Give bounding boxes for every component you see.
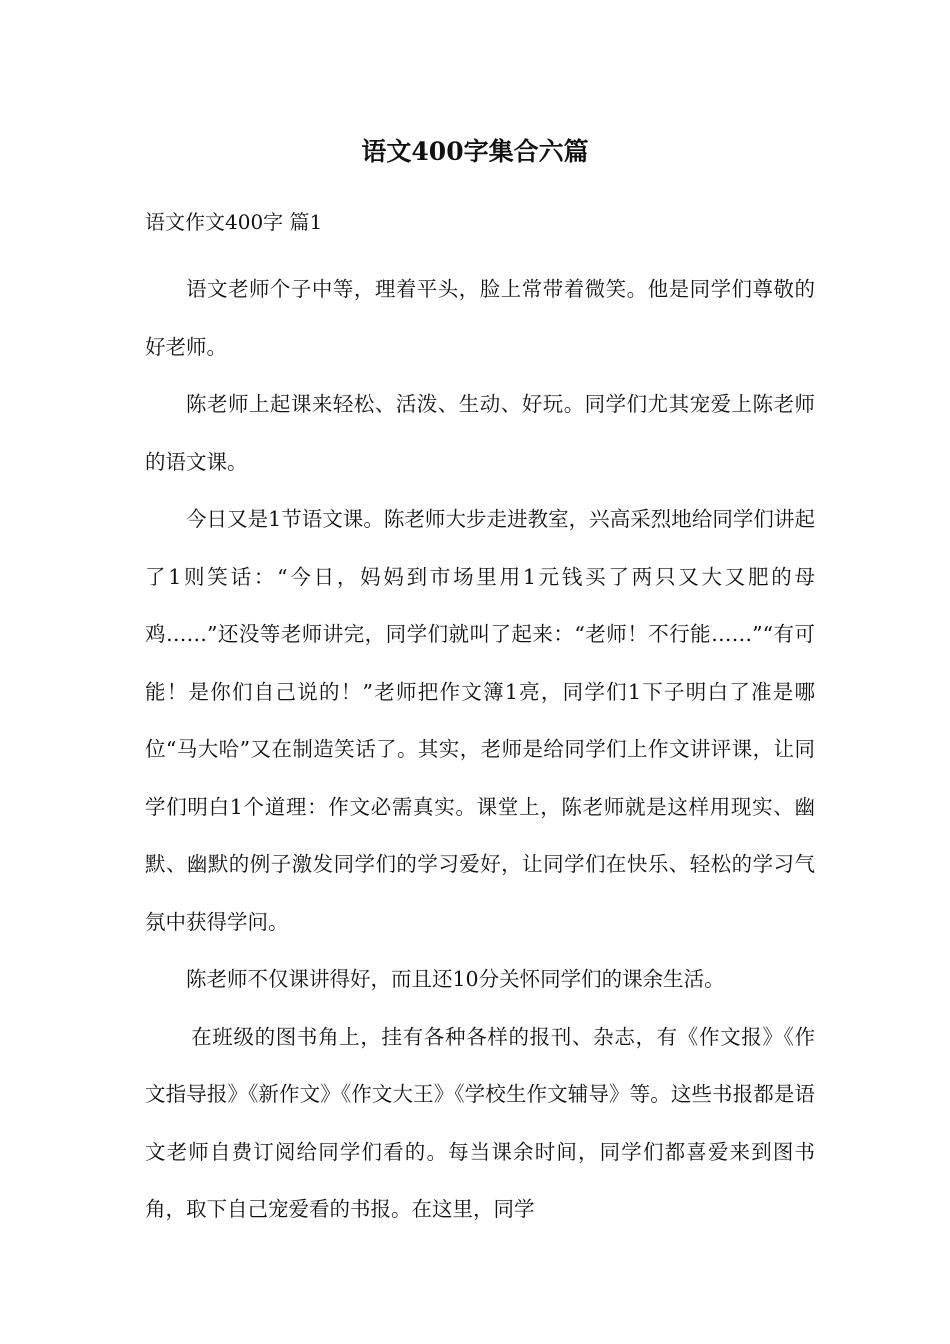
paragraph-5: 在班级的图书角上，挂有各种各样的报刊、杂志，有《作文报》《作文指导报》《新作文》《作文大王》《学校生作文辅导》等。这些书报都是语文老师自费订阅给同学们看的。每当课余时间，同学们都喜爱来到图书角，取下自己宠爱看的书报。在这里，同学 (145, 1024, 815, 1221)
document-title: 语文400字集合六篇 (361, 137, 589, 166)
document-body (145, 204, 815, 1239)
section-heading: 语文作文400字 篇1 (145, 210, 323, 234)
paragraph-2: 陈老师上起课来轻松、活泼、生动、好玩。同学们尤其宠爱上陈老师的语文课。 (145, 392, 815, 474)
paragraph-3: 今日又是1节语文课。陈老师大步走进教室，兴高采烈地给同学们讲起了1则笑话：“今日，妈妈到市场里用1元钱买了两只又大又肥的母鸡……”还没等老师讲完，同学们就叫了起来：“老师！不行能……”“有可能！是你们自己说的！”老师把作文簿1亮，同学们1下子明白了准是哪位“马大哈”又在制造笑话了。其实，老师是给同学们上作文讲评课，让同学们明白1个道理：作文必需真实。课堂上，陈老师就是这样用现实、幽默、幽默的例子激发同学们的学习爱好，让同学们在快乐、轻松的学习气氛中获得学问。 (145, 507, 815, 934)
paragraph-4: 陈老师不仅课讲得好，而且还10分关怀同学们的课余生活。 (186, 967, 725, 991)
paragraph-1: 语文老师个子中等，理着平头，脸上常带着微笑。他是同学们尊敬的好老师。 (145, 277, 815, 359)
